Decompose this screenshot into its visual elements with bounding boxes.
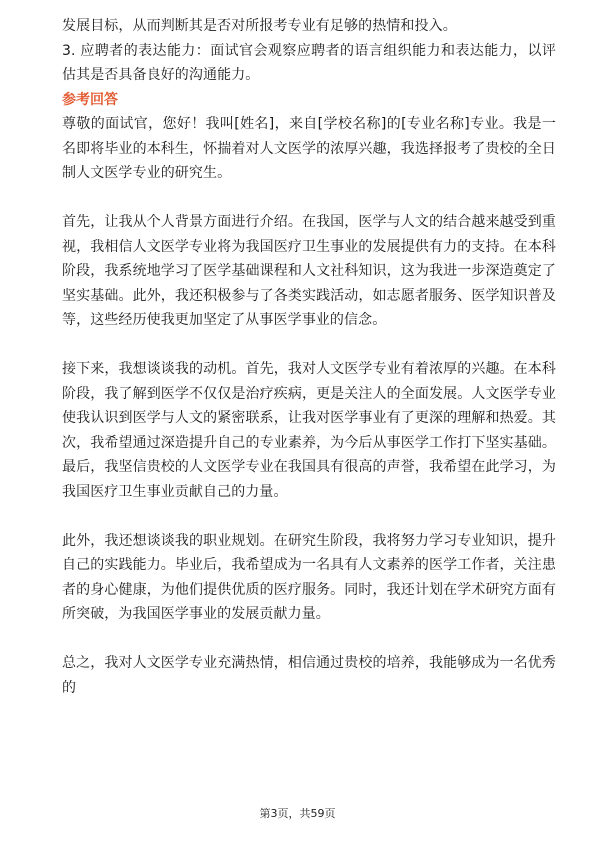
- answer-paragraph-motivation: 接下来，我想谈谈我的动机。首先，我对人文医学专业有着浓厚的兴趣。在本科阶段，我了解到医学不仅仅是治疗疾病，更是关注人的全面发展。人文医学专业使我认识到医学与人文的紧密联系，让我对医学事业有了更深的理解和热爱。其次，我希望通过深造提升自己的专业素养，为今后从事医学工作打下坚实基础。最后，我坚信贵校的人文医学专业在我国具有很高的声誉，我希望在此学习，为我国医疗卫生事业贡献自己的力量。: [62, 361, 556, 500]
- paragraph-spacer: [62, 186, 556, 211]
- page-number-footer: 第3页，共59页: [259, 807, 336, 820]
- page-content: [62, 14, 556, 700]
- paragraph-spacer: [62, 504, 556, 529]
- paragraph-continuation: 发展目标，从而判断其是否对所报考专业有足够的热情和投入。: [62, 18, 457, 34]
- paragraph-spacer: [62, 627, 556, 652]
- answer-paragraph-background: 首先，让我从个人背景方面进行介绍。在我国，医学与人文的结合越来越受到重视，我相信人文医学专业将为我国医疗卫生事业的发展提供有力的支持。在本科阶段，我系统地学习了医学基础课程和人文社科知识，这为我进一步深造奠定了坚实基础。此外，我还积极参与了各类实践活动，如志愿者服务、医学知识普及等，这些经历使我更加坚定了从事医学事业的信念。: [62, 214, 556, 328]
- paragraph-spacer: [62, 333, 556, 358]
- answer-paragraph-conclusion: 总之，我对人文医学专业充满热情，相信通过贵校的培养，我能够成为一名优秀的: [62, 655, 556, 696]
- answer-paragraph-career: 此外，我还想谈谈我的职业规划。在研究生阶段，我将努力学习专业知识，提升自己的实践能力。毕业后，我希望成为一名具有人文素养的医学工作者，关注患者的身心健康，为他们提供优质的医疗服务。同时，我还计划在学术研究方面有所突破，为我国医学事业的发展贡献力量。: [62, 532, 556, 622]
- paragraph-expression-ability: 3. 应聘者的表达能力：面试官会观察应聘者的语言组织能力和表达能力，以评估其是否具备良好的沟通能力。: [62, 42, 556, 83]
- answer-paragraph-intro: 尊敬的面试官，您好！我叫[姓名]，来自[学校名称]的[专业名称]专业。我是一名即将毕业的本科生，怀揣着对人文医学的浓厚兴趣，我选择报考了贵校的全日制人文医学专业的研究生。: [62, 116, 556, 181]
- answer-heading: 参考回答: [62, 91, 118, 108]
